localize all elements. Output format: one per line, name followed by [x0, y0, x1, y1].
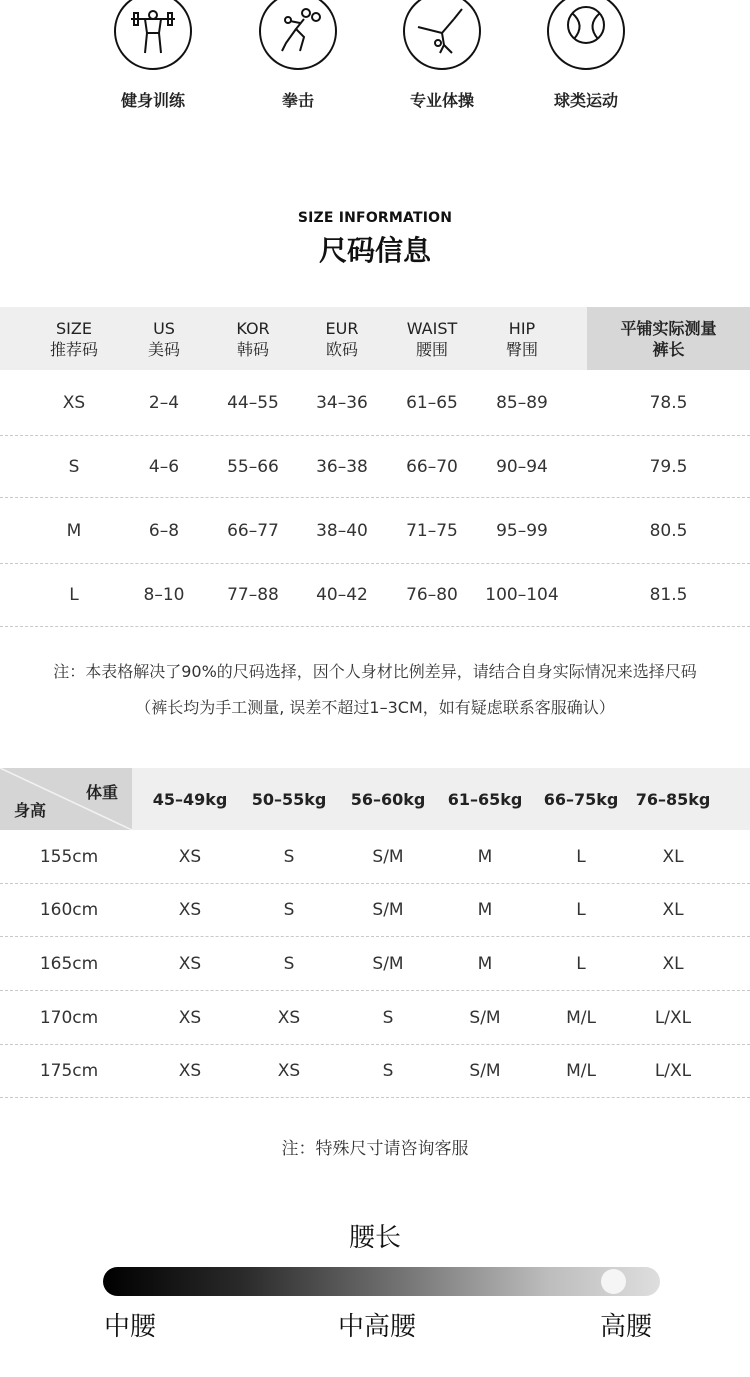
- table-row: [0, 884, 750, 937]
- waist-gradient-bar: [103, 1267, 660, 1296]
- header-line: 韩码: [236, 339, 269, 359]
- cell-height: 175cm: [39, 1061, 99, 1081]
- cell-fit: M/L: [566, 1061, 596, 1081]
- size-note: 注：本表格解决了90%的尺码选择，因个人身材比例差异，请结合自身实际情况来选择尺码: [53, 662, 697, 681]
- header-us: [129, 307, 199, 370]
- cell-fit: XS: [178, 900, 202, 920]
- cell-size: M: [66, 520, 82, 541]
- cell-eur: 34–36: [316, 392, 368, 413]
- waist-level-marker: [601, 1269, 626, 1294]
- cell-fit: XL: [662, 846, 684, 867]
- cell-waist: 76–80: [406, 585, 458, 605]
- cell-us: 4–6: [148, 456, 180, 477]
- cell-fit: XS: [178, 1061, 202, 1081]
- cell-fit: S/M: [372, 900, 404, 920]
- cell-fit: S/M: [469, 1061, 501, 1081]
- header-line: SIZE: [56, 318, 92, 338]
- cell-fit: S: [283, 846, 295, 867]
- header-line: 裤长: [652, 339, 685, 359]
- weight-header: 50–55kg: [251, 789, 327, 809]
- cell-fit: XS: [178, 953, 202, 974]
- waist-label-mid-high: 中高腰: [338, 1312, 417, 1342]
- header-waist: [392, 307, 472, 370]
- cell-waist: 61–65: [406, 392, 458, 413]
- table-row: [0, 991, 750, 1045]
- sport-item-boxing: [243, 0, 353, 111]
- header-line: 欧码: [325, 339, 358, 359]
- sport-label: 球类运动: [553, 91, 618, 110]
- size-info-title-en: SIZE INFORMATION: [297, 210, 453, 226]
- header-kor: [218, 307, 288, 370]
- size-note-detail: （裤长均为手工测量, 误差不超过1–3CM，如有疑虑联系客服确认）: [135, 698, 615, 717]
- cell-fit: S: [382, 1061, 394, 1081]
- header-line: 平铺实际测量: [620, 318, 717, 338]
- cell-fit: XS: [178, 1007, 202, 1028]
- cell-hip: 100–104: [485, 585, 559, 605]
- corner-height-label: 身高: [14, 801, 47, 820]
- cell-waist: 66–70: [406, 456, 458, 477]
- cell-fit: XL: [662, 900, 684, 920]
- size-chart-table: [0, 307, 750, 627]
- cell-fit: L: [576, 900, 586, 920]
- cell-fit: L: [576, 953, 586, 974]
- header-line: 腰围: [415, 339, 448, 359]
- cell-us: 6–8: [148, 520, 180, 541]
- cell-hip: 90–94: [496, 456, 548, 477]
- cell-fit: XS: [277, 1061, 301, 1081]
- cell-fit: M: [477, 900, 493, 920]
- header-line: KOR: [236, 318, 270, 338]
- cell-fit: S: [382, 1007, 394, 1028]
- weight-header: 76–85kg: [635, 789, 711, 809]
- sport-label: 健身训练: [120, 91, 185, 110]
- cell-size: S: [68, 456, 80, 477]
- fit-table-header: [0, 768, 750, 830]
- header-line: 臀围: [505, 339, 538, 359]
- waist-title: 腰长: [348, 1223, 401, 1253]
- header-line: US: [153, 318, 175, 338]
- boxing-icon: [259, 0, 337, 70]
- sport-item-ball: [531, 0, 641, 111]
- corner-cell: [0, 768, 132, 830]
- cell-fit: S/M: [469, 1007, 501, 1028]
- cell-hip: 85–89: [496, 392, 548, 413]
- weight-header: 56–60kg: [350, 789, 426, 809]
- header-line: WAIST: [406, 318, 458, 338]
- cell-fit: L/XL: [654, 1061, 692, 1081]
- cell-size: L: [69, 585, 79, 605]
- weightlifting-icon: [114, 0, 192, 70]
- cell-fit: XS: [178, 846, 202, 867]
- table-row: [0, 436, 750, 498]
- cell-fit: L: [576, 846, 586, 867]
- cell-length: 79.5: [649, 456, 688, 477]
- header-length: [587, 307, 750, 370]
- special-size-note: 注：特殊尺寸请咨询客服: [281, 1139, 469, 1159]
- cell-fit: S: [283, 953, 295, 974]
- cell-kor: 66–77: [227, 520, 279, 541]
- sport-label: 拳击: [281, 91, 314, 110]
- cell-fit: S: [283, 900, 295, 920]
- cell-fit: XS: [277, 1007, 301, 1028]
- size-chart-header: [0, 307, 750, 370]
- cell-length: 81.5: [649, 585, 688, 605]
- cell-height: 165cm: [39, 953, 99, 974]
- table-row: [0, 1045, 750, 1098]
- waist-label-mid: 中腰: [104, 1312, 157, 1342]
- sport-item-gymnastics: [387, 0, 497, 111]
- cell-us: 2–4: [148, 392, 180, 413]
- cell-kor: 44–55: [227, 392, 279, 413]
- weight-header: 66–75kg: [543, 789, 619, 809]
- sport-label: 专业体操: [409, 91, 474, 110]
- sport-item-fitness: [98, 0, 208, 111]
- table-row: [0, 370, 750, 436]
- header-line: 美码: [147, 339, 180, 359]
- waist-label-high: 高腰: [600, 1312, 653, 1342]
- cell-fit: L/XL: [654, 1007, 692, 1028]
- header-eur: [307, 307, 377, 370]
- cell-us: 8–10: [143, 585, 185, 605]
- corner-weight-label: 体重: [85, 783, 118, 802]
- header-size: [29, 307, 119, 370]
- cell-height: 170cm: [39, 1007, 99, 1028]
- fit-table: [0, 768, 750, 1098]
- header-hip: [481, 307, 563, 370]
- cell-hip: 95–99: [496, 520, 548, 541]
- cell-length: 78.5: [649, 392, 688, 413]
- tennis-ball-icon: [547, 0, 625, 70]
- cell-fit: S/M: [372, 846, 404, 867]
- cell-eur: 40–42: [316, 585, 368, 605]
- weight-header: 61–65kg: [447, 789, 523, 809]
- cell-fit: M/L: [566, 1007, 596, 1028]
- cell-height: 160cm: [39, 900, 99, 920]
- table-row: [0, 564, 750, 627]
- header-line: EUR: [325, 318, 359, 338]
- cell-fit: XL: [662, 953, 684, 974]
- cell-kor: 55–66: [227, 456, 279, 477]
- cell-size: XS: [62, 392, 86, 413]
- cell-fit: S/M: [372, 953, 404, 974]
- gymnastics-icon: [403, 0, 481, 70]
- cell-kor: 77–88: [227, 585, 279, 605]
- cell-length: 80.5: [649, 520, 688, 541]
- table-row: [0, 830, 750, 884]
- table-row: [0, 937, 750, 991]
- cell-fit: M: [477, 953, 493, 974]
- table-row: [0, 498, 750, 564]
- header-line: 推荐码: [49, 339, 98, 359]
- header-line: HIP: [508, 318, 536, 338]
- size-info-title-cn: 尺码信息: [318, 234, 431, 267]
- cell-fit: M: [477, 846, 493, 867]
- cell-eur: 38–40: [316, 520, 368, 541]
- cell-height: 155cm: [39, 846, 99, 867]
- weight-header: 45–49kg: [152, 789, 228, 809]
- cell-waist: 71–75: [406, 520, 458, 541]
- cell-eur: 36–38: [316, 456, 368, 477]
